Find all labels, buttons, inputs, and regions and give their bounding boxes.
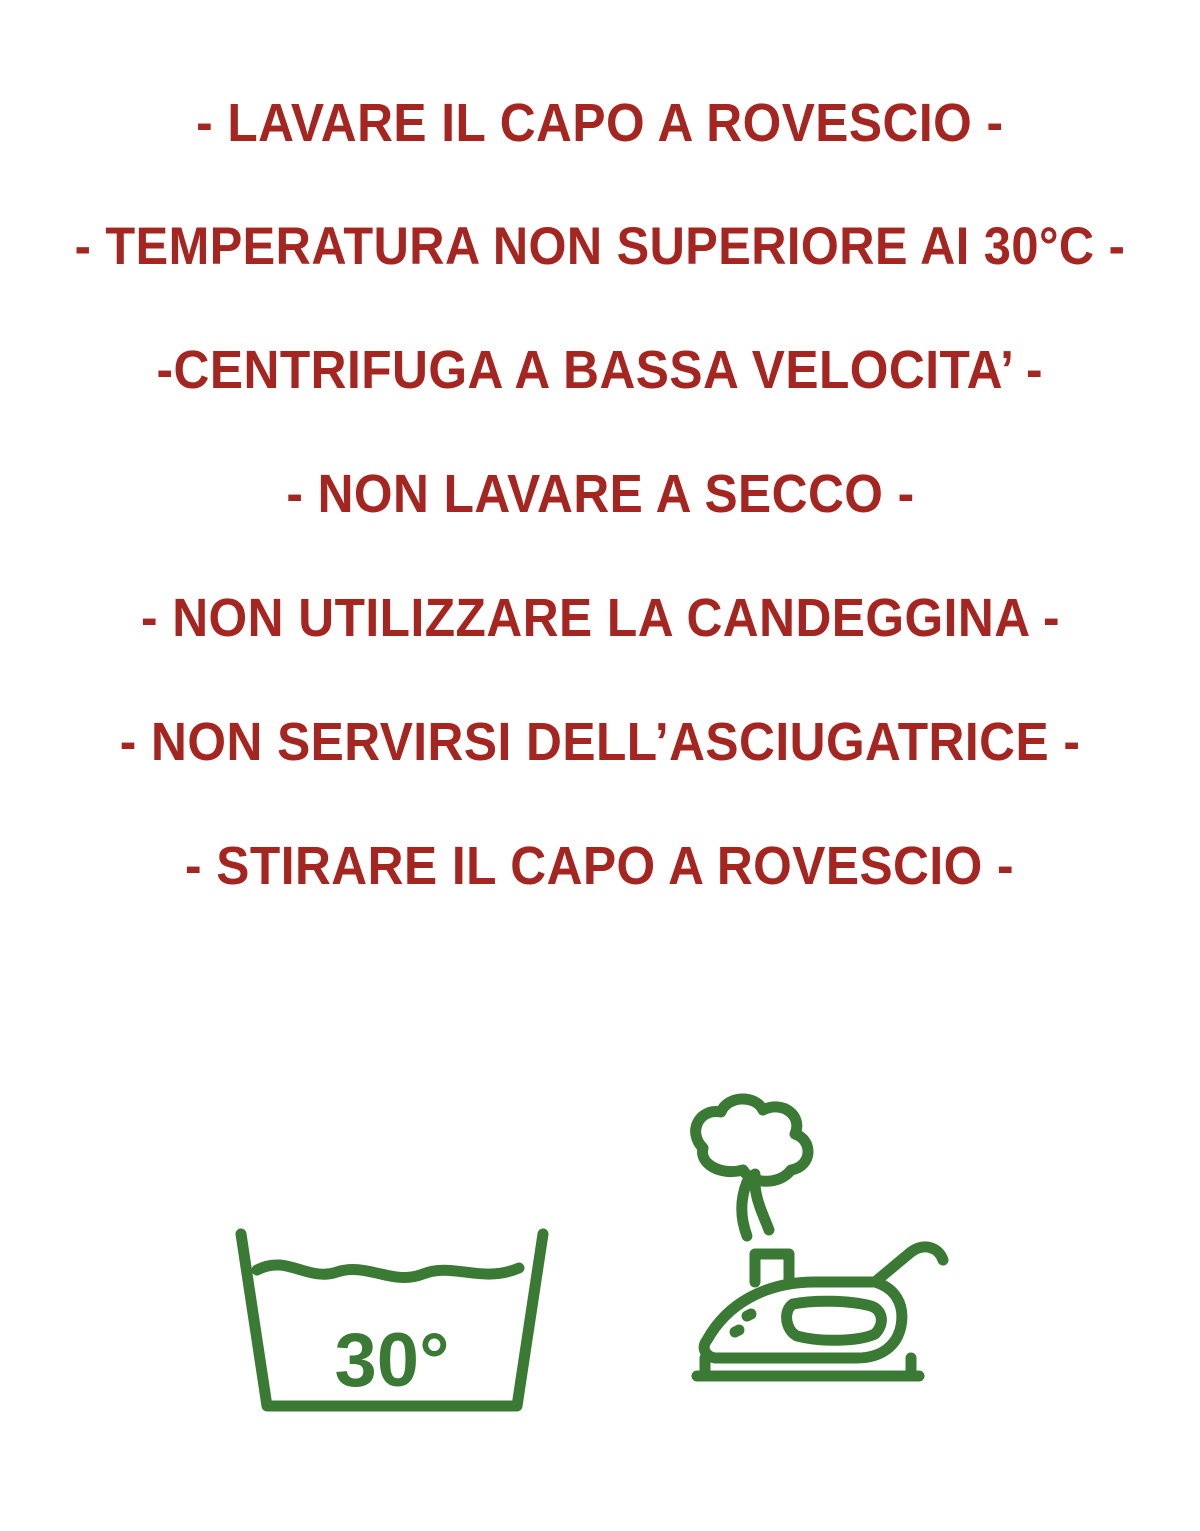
instruction-line: - NON UTILIZZARE LA CANDEGGINA -	[140, 588, 1060, 648]
iron-steam-icon	[643, 1090, 973, 1425]
instruction-line: - NON SERVIRSI DELL’ASCIUGATRICE -	[119, 712, 1081, 772]
instruction-line: - TEMPERATURA NON SUPERIORE AI 30°C -	[74, 217, 1126, 276]
instruction-line: -CENTRIFUGA A BASSA VELOCITA’ -	[156, 340, 1044, 400]
instruction-line: - STIRARE IL CAPO A ROVESCIO -	[185, 836, 1015, 896]
care-symbols-row	[0, 1090, 1200, 1425]
instruction-line: - NON LAVARE A SECCO -	[285, 464, 915, 524]
wash-temperature-label: 30°	[334, 1318, 450, 1403]
instruction-line: - LAVARE IL CAPO A ROVESCIO -	[196, 93, 1004, 153]
wash-30-degrees-icon	[227, 1220, 557, 1425]
